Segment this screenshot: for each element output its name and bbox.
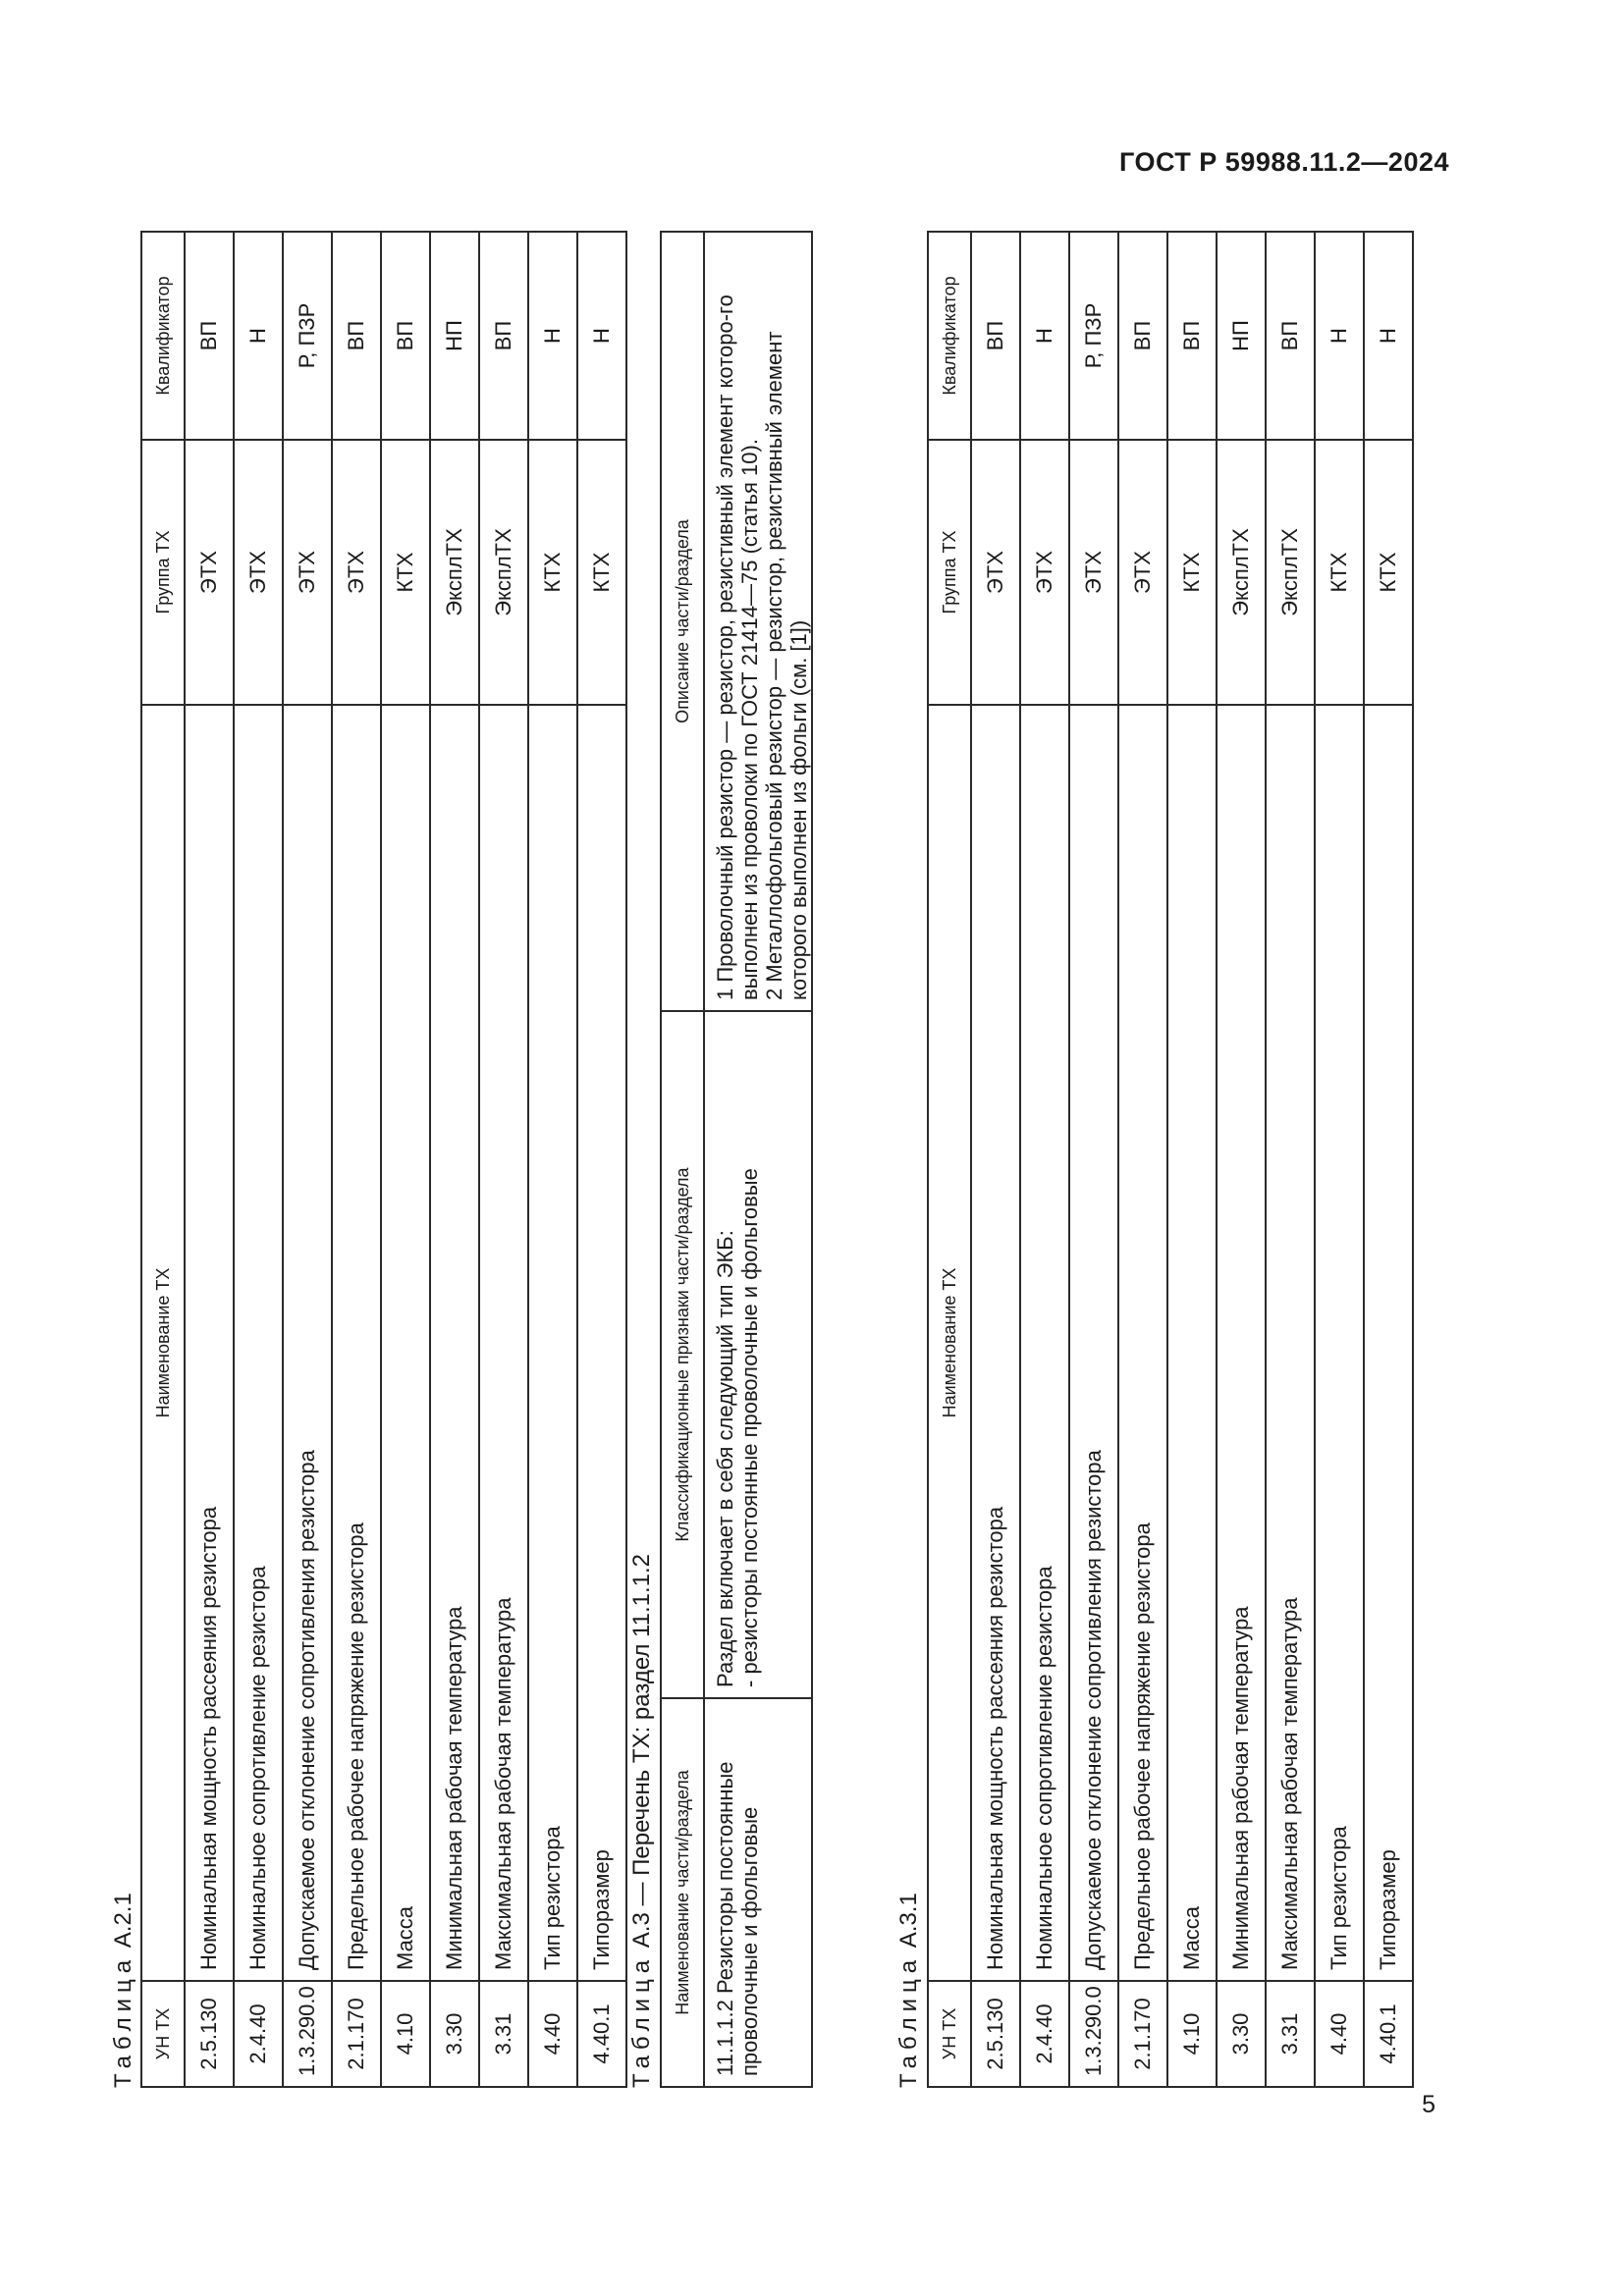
cell-code: 2.1.170 [332,1981,381,2087]
cell-group: КТХ [1167,440,1217,705]
cell-group: КТХ [381,440,430,705]
cell-qualifier: Р, ПЗР [283,232,332,440]
cell-group: ЭТХ [332,440,381,705]
caption-rest: А.3 — Перечень ТХ: раздел 11.1.1.2 [628,1553,655,1949]
cell-code: 2.5.130 [185,1981,234,2087]
cell-name: Тип резистора [528,705,577,1981]
cell-group: ЭТХ [1118,440,1167,705]
cell-code: 4.40 [1315,1981,1364,2087]
cell-name: Масса [1167,705,1217,1981]
cell-qualifier: Н [234,232,283,440]
cell-name: Типоразмер [577,705,626,1981]
cell-code: 1.3.290.0 [1069,1981,1118,2087]
cell-qualifier: Н [1364,232,1413,440]
col-header-qualifier: Квалификатор [928,232,971,440]
cell-name: Типоразмер [1364,705,1413,1981]
table-a21 [140,231,627,2088]
table-row [971,232,1020,2087]
cell-code: 4.40.1 [1364,1981,1413,2087]
cell-name: Номинальное сопротивление резистора [234,705,283,1981]
cell-group: ЭксплТХ [1266,440,1315,705]
cell-code: 4.40 [528,1981,577,2087]
cell-code: 2.4.40 [234,1981,283,2087]
cell-code: 3.30 [1217,1981,1266,2087]
table-row [381,232,430,2087]
cell-code: 4.40.1 [577,1981,626,2087]
cell-name: Тип резистора [1315,705,1364,1981]
col-header-name: Наименование ТХ [928,705,971,1981]
cell-group: КТХ [1315,440,1364,705]
cell-group: ЭТХ [185,440,234,705]
cell-name: Минимальная рабочая температура [430,705,479,1981]
cell-group: ЭТХ [283,440,332,705]
page-number: 5 [1422,2091,1435,2118]
cell-group: ЭТХ [1020,440,1069,705]
table-row [1069,232,1118,2087]
col-header-group: Группа ТХ [141,440,185,705]
cell-name: Допускаемое отклонение сопротивления резистора [1069,705,1118,1981]
table-row [1315,232,1364,2087]
table-header-row [928,232,971,2087]
document-header: ГОСТ Р 59988.11.2—2024 [1119,147,1449,177]
cell-code: 3.31 [1266,1981,1315,2087]
table-row [1364,232,1413,2087]
col-header-features: Классификационные признаки части/раздела [661,1011,704,1698]
cell-qualifier: Н [1315,232,1364,440]
cell-name: Масса [381,705,430,1981]
cell-qualifier: ВП [381,232,430,440]
table-row [283,232,332,2087]
cell-description: 1 Проволочный резистор — резистор, резистивный элемент которо-го выполнен из проволоки по ГОСТ 21414—75 (статья 10). 2 Металлофольговый резистор — резистор, резистивный элемент которого выполнен из фольги (см. [1]) [704,232,812,1011]
table-row [528,232,577,2087]
caption-prefix: Таблица [110,1953,136,2088]
table-a3-caption [628,1554,656,2088]
cell-qualifier: ВП [479,232,528,440]
cell-code: 2.4.40 [1020,1981,1069,2087]
cell-qualifier: ВП [185,232,234,440]
cell-group: ЭксплТХ [1217,440,1266,705]
table-row [185,232,234,2087]
table-row [1167,232,1217,2087]
cell-qualifier: НП [430,232,479,440]
cell-code: 4.10 [381,1981,430,2087]
table-row [704,232,812,2087]
table-header-row [661,232,704,2087]
col-header-group: Группа ТХ [928,440,971,705]
cell-group: ЭксплТХ [479,440,528,705]
cell-qualifier: ВП [1266,232,1315,440]
cell-qualifier: ВП [332,232,381,440]
cell-qualifier: Н [1020,232,1069,440]
caption-id: А.2.1 [110,1893,136,1949]
cell-name: Максимальная рабочая температура [479,705,528,1981]
cell-qualifier: ВП [1167,232,1217,440]
cell-group: ЭксплТХ [430,440,479,705]
cell-code: 3.30 [430,1981,479,2087]
table-row [1118,232,1167,2087]
cell-qualifier: Н [528,232,577,440]
cell-name: Номинальное сопротивление резистора [1020,705,1069,1981]
col-header-name: Наименование ТХ [141,705,185,1981]
caption-id: А.3.1 [895,1893,922,1949]
cell-qualifier: Н [577,232,626,440]
cell-code: 1.3.290.0 [283,1981,332,2087]
table-row [1266,232,1315,2087]
cell-name: Минимальная рабочая температура [1217,705,1266,1981]
rotated-content [110,233,1445,2088]
cell-name: Предельное рабочее напряжение резистора [1118,705,1167,1981]
table-header-row [141,232,185,2087]
cell-name: Предельное рабочее напряжение резистора [332,705,381,1981]
cell-code: 2.1.170 [1118,1981,1167,2087]
cell-qualifier: НП [1217,232,1266,440]
col-header-qualifier: Квалификатор [141,232,185,440]
table-row [1217,232,1266,2087]
cell-qualifier: ВП [971,232,1020,440]
col-header-description: Описание части/раздела [661,232,704,1011]
cell-part-name: 11.1.1.2 Резисторы постоянные проволочные и фольговые [704,1698,812,2087]
table-row [1020,232,1069,2087]
cell-code: 3.31 [479,1981,528,2087]
cell-name: Номинальная мощность рассеяния резистора [185,705,234,1981]
table-row [577,232,626,2087]
table-row [479,232,528,2087]
cell-name: Допускаемое отклонение сопротивления резистора [283,705,332,1981]
table-row [332,232,381,2087]
cell-code: 4.10 [1167,1981,1217,2087]
caption-prefix: Таблица [628,1953,655,2088]
table-row [430,232,479,2087]
table-row [234,232,283,2087]
caption-prefix: Таблица [895,1953,922,2088]
cell-name: Максимальная рабочая температура [1266,705,1315,1981]
cell-group: КТХ [528,440,577,705]
cell-code: 2.5.130 [971,1981,1020,2087]
table-a31 [927,231,1414,2088]
col-header-code: УН ТХ [928,1981,971,2087]
cell-features: Раздел включает в себя следующий тип ЭКБ: - резисторы постоянные проволочные и фольговые [704,1011,812,1698]
cell-group: ЭТХ [971,440,1020,705]
cell-qualifier: ВП [1118,232,1167,440]
cell-qualifier: Р, ПЗР [1069,232,1118,440]
col-header-code: УН ТХ [141,1981,185,2087]
cell-group: КТХ [577,440,626,705]
cell-group: ЭТХ [1069,440,1118,705]
cell-group: КТХ [1364,440,1413,705]
cell-group: ЭТХ [234,440,283,705]
col-header-part-name: Наименование части/раздела [661,1698,704,2087]
cell-name: Номинальная мощность рассеяния резистора [971,705,1020,1981]
table-a21-caption [110,1893,137,2088]
table-a3 [660,231,813,2088]
table-a31-caption [895,1893,923,2088]
